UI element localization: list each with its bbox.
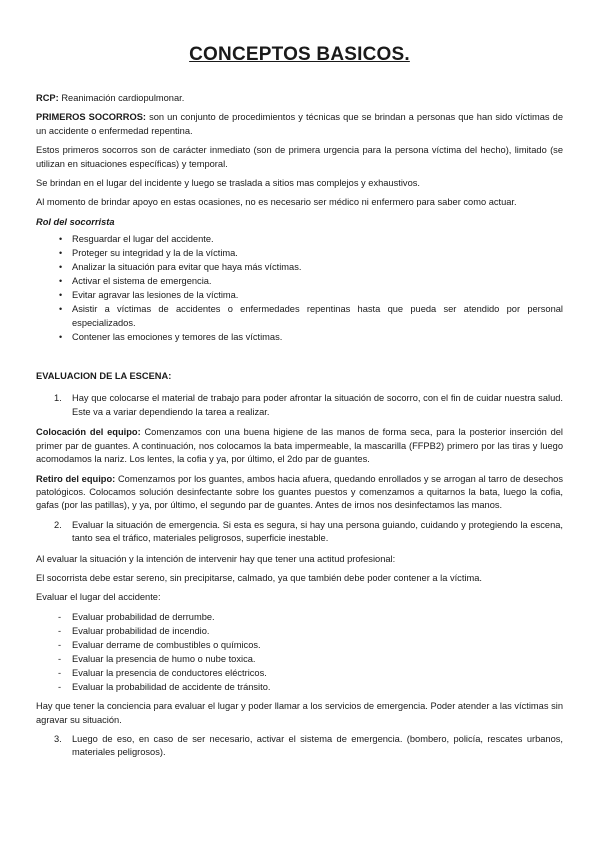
dash-icon: -: [58, 625, 62, 636]
list-item-text: Contener las emociones y temores de las víctimas.: [72, 331, 283, 342]
retiro-paragraph: [36, 473, 563, 513]
list-item-text: Evaluar probabilidad de derrumbe.: [72, 611, 215, 622]
list-item-text: Evaluar la presencia de humo o nube toxica.: [72, 653, 256, 664]
bullet-icon: •: [59, 248, 63, 259]
colocacion-term: Colocación del equipo:: [36, 427, 141, 438]
list-item: [58, 667, 563, 680]
step-2: [36, 519, 563, 546]
al-evaluar-paragraph: Al evaluar la situación y la intención de intervenir hay que tener una actitud profesional:: [36, 553, 396, 564]
step-number: 1.: [54, 393, 62, 404]
colocacion-paragraph: [36, 426, 563, 466]
rcp-term: RCP:: [36, 93, 59, 103]
evaluar-lugar-paragraph: Evaluar el lugar del accidente:: [36, 592, 161, 603]
bullet-icon: •: [59, 276, 63, 287]
list-item-text: Evaluar derrame de combustibles o químicos.: [72, 639, 261, 650]
estos-paragraph: Estos primeros socorros son de carácter inmediato (son de primera urgencia para la persona víctima del hecho), limitado (se utilizan en situaciones específicas) y temporal.: [36, 145, 563, 169]
bullet-icon: •: [59, 262, 63, 273]
step-number: 2.: [54, 519, 62, 530]
list-item: [59, 331, 563, 344]
socorrista-paragraph: El socorrista debe estar sereno, sin precipitarse, calmado, ya que también debe poder contener a la víctima.: [36, 572, 482, 583]
list-item: [58, 653, 563, 666]
list-item: [58, 611, 563, 624]
list-item-text: Evitar agravar las lesiones de la víctima.: [72, 290, 239, 301]
dash-icon: -: [58, 611, 62, 622]
list-item-text: Asistir a víctimas de accidentes o enfermedades repentinas hasta que pueda ser atendido por personal especializados.: [72, 304, 563, 328]
list-item: [58, 681, 563, 694]
step-3: [36, 733, 563, 760]
list-item-text: Analizar la situación para evitar que haya más víctimas.: [72, 262, 302, 273]
retiro-text: Comenzamos por los guantes, ambos hacia afuera, quedando enrollados y se arrogan al tarro de desechos patológicos. Colocamos solución desinfectante sobre los guantes puestos y comenzamos a quitarnos la bata, luego la cofia, gafas (por las patillas), y ya, por último, el segundo par de guantes. Antes de irnos nos desinfectamos las manos.: [36, 473, 563, 511]
rcp-paragraph: [36, 92, 563, 105]
list-item: [58, 625, 563, 638]
list-item: [59, 275, 563, 288]
step-text: Luego de eso, en caso de ser necesario, activar el sistema de emergencia. (bombero, policía, rescates urbanos, materiales peligrosos).: [72, 733, 563, 758]
lugar-list: [36, 611, 563, 694]
bullet-icon: •: [59, 331, 63, 342]
list-item: [59, 289, 563, 302]
list-item-text: Proteger su integridad y la de la víctima.: [72, 248, 238, 259]
bullet-icon: •: [59, 290, 63, 301]
rol-socorrista-heading: Rol del socorrista: [36, 216, 115, 227]
step-text: Evaluar la situación de emergencia. Si esta es segura, si hay una persona guiando, cuidando y protegiendo la escena, tanto sea el tráfico, materiales peligrosos, superficie inestable.: [72, 519, 563, 544]
rcp-text: Reanimación cardiopulmonar.: [58, 93, 185, 103]
list-item: [58, 639, 563, 652]
document-title: CONCEPTOS BASICOS.: [189, 44, 410, 65]
list-item-text: Evaluar probabilidad de incendio.: [72, 625, 210, 636]
list-item: [59, 303, 563, 330]
bullet-icon: •: [59, 234, 63, 245]
list-item-text: Evaluar la probabilidad de accidente de tránsito.: [72, 681, 271, 692]
step-number: 3.: [54, 733, 62, 744]
bullet-icon: •: [59, 304, 63, 315]
primeros-socorros-term: PRIMEROS SOCORROS:: [36, 112, 146, 123]
step-text: Hay que colocarse el material de trabajo para poder afrontar la situación de socorro, con el fin de cuidar nuestra salud. Este va a variar dependiendo la tarea a realizar.: [72, 393, 563, 417]
list-item: [59, 247, 563, 260]
rol-list: [36, 233, 563, 344]
dash-icon: -: [58, 653, 62, 664]
dash-icon: -: [58, 667, 62, 678]
dash-icon: -: [58, 681, 62, 692]
list-item: [59, 233, 563, 246]
al-momento-paragraph: Al momento de brindar apoyo en estas ocasiones, no es necesario ser médico ni enfermero para saber como actuar.: [36, 197, 517, 208]
colocacion-text: Comenzamos con una buena higiene de las manos de forma seca, para la posterior inserción del primer par de guantes. A continuación, nos colocamos la bata impermeable, la mascarilla (FFPB2) primero por las tiras y luego acomodamos la nariz. Los lentes, la cofia y ya, por último, el 2do par de guantes.: [36, 427, 563, 465]
primeros-socorros-text: son un conjunto de procedimientos y técnicas que se brindan a personas que han sido víctimas de un accidente o enfermedad repentina.: [36, 112, 563, 136]
dash-icon: -: [58, 639, 62, 650]
list-item-text: Resguardar el lugar del accidente.: [72, 234, 214, 245]
list-item: [59, 261, 563, 274]
list-item-text: Evaluar la presencia de conductores eléctricos.: [72, 667, 267, 678]
primeros-socorros-paragraph: [36, 111, 563, 138]
retiro-term: Retiro del equipo:: [36, 473, 116, 484]
evaluacion-heading: EVALUACION DE LA ESCENA:: [36, 371, 172, 382]
conciencia-paragraph: Hay que tener la conciencia para evaluar el lugar y poder llamar a los servicios de emergencia. Poder atender a las víctimas sin agravar su situación.: [36, 701, 563, 725]
se-brindan-paragraph: Se brindan en el lugar del incidente y luego se traslada a sitios mas complejos y exhaustivos.: [36, 178, 420, 189]
step-1: [36, 392, 563, 419]
list-item-text: Activar el sistema de emergencia.: [72, 276, 212, 287]
